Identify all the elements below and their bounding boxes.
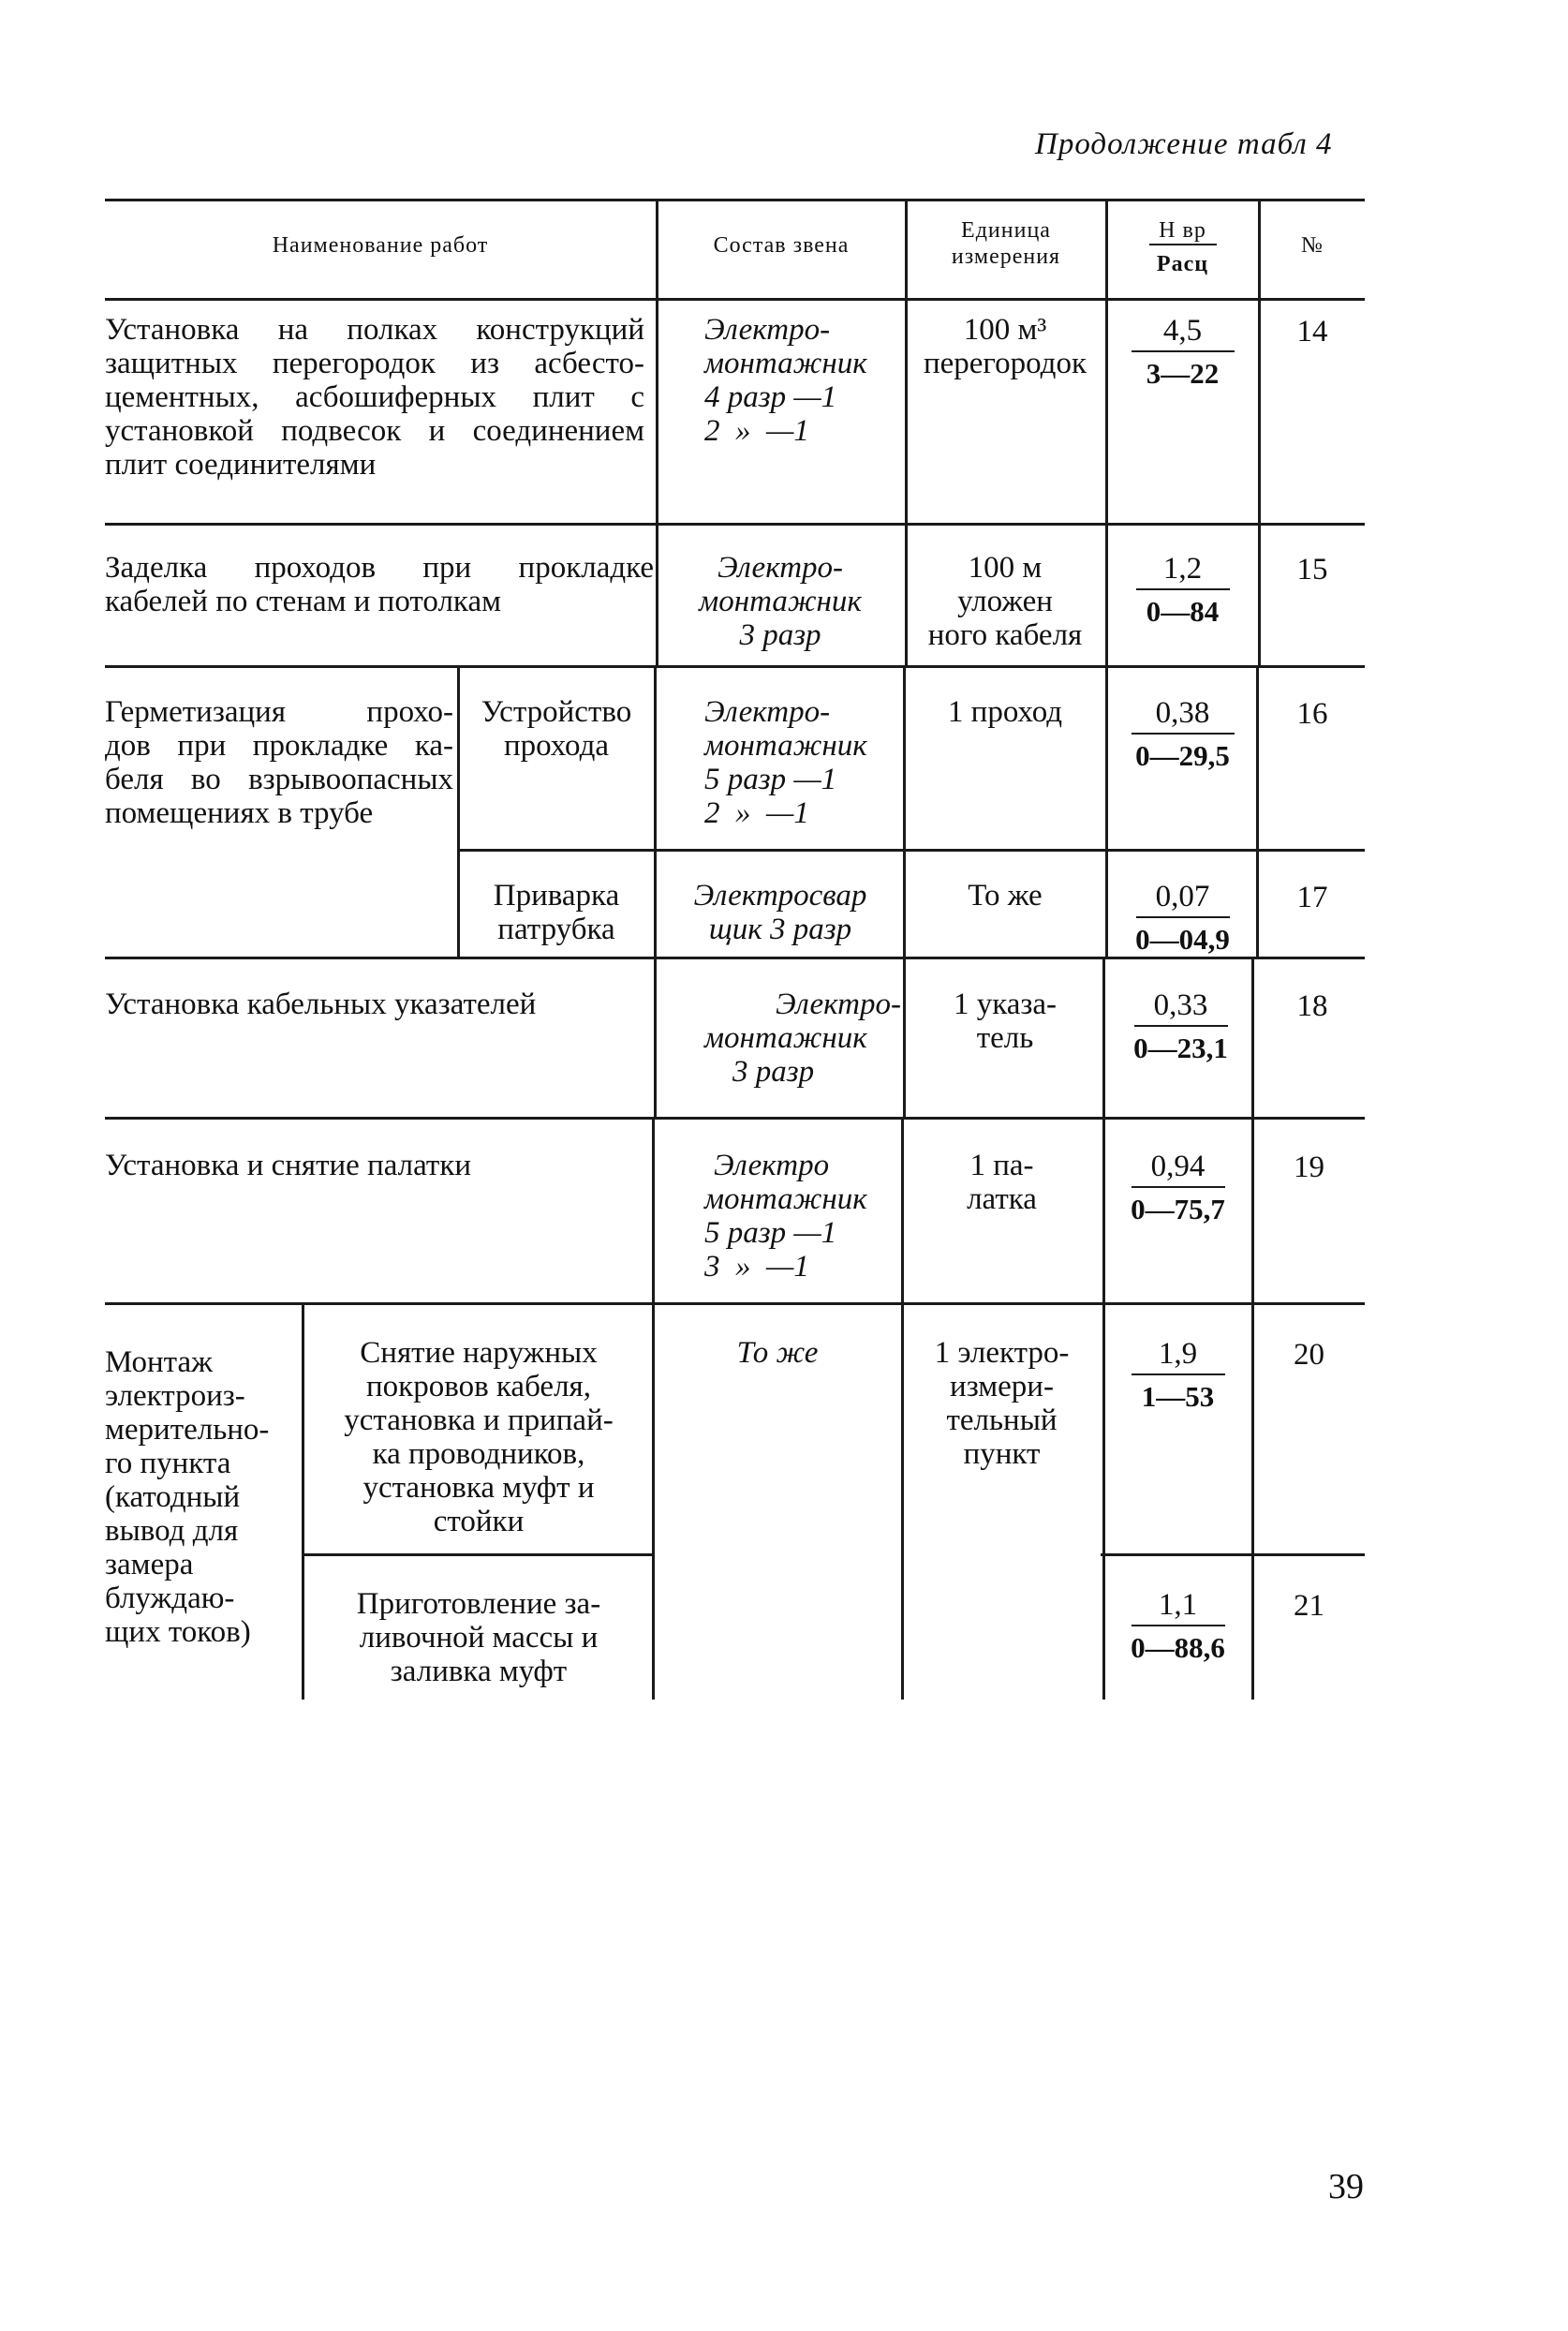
cell-text-line: патрубка — [497, 913, 615, 946]
row-17-subname — [459, 879, 654, 946]
row-16-unit — [905, 695, 1105, 729]
cell-text-line: Электро — [714, 1149, 830, 1182]
cell-text-line: плит соединителями — [105, 448, 377, 482]
cell-text-line: ка проводников, — [372, 1437, 585, 1471]
cell-text-line: 3 разр — [732, 1055, 815, 1089]
cell-text-line: Устройство — [481, 695, 632, 729]
row-19-unit — [901, 1149, 1102, 1216]
row-18-name: Установка кабельных указателей — [105, 987, 537, 1021]
norm-time: 0,33 — [1153, 988, 1208, 1022]
norm-time: 1,9 — [1158, 1337, 1198, 1371]
cell-text-line: 1 па- — [969, 1149, 1034, 1182]
row-21-norm — [1104, 1587, 1251, 1666]
cell-text-line: То же — [968, 879, 1043, 913]
cell-text-line: блуждаю- — [105, 1581, 235, 1615]
cell-text-line: покровов кабеля, — [366, 1370, 591, 1403]
row-19-norm — [1104, 1149, 1251, 1227]
row-19-number: 19 — [1294, 1151, 1324, 1184]
row-15-unit — [905, 551, 1105, 652]
cell-text-line: защитных перегородок из асбесто- — [105, 347, 644, 380]
col-rule — [652, 1117, 655, 1700]
row-18-unit — [905, 987, 1105, 1055]
cell-text-line: уложен — [957, 585, 1053, 618]
row-14-unit — [905, 313, 1105, 380]
col-rule — [1258, 199, 1261, 665]
row-20-unit — [901, 1336, 1102, 1471]
cell-text-line: электроиз- — [105, 1379, 245, 1413]
table-rule — [105, 1302, 1365, 1305]
fraction-bar — [1132, 1186, 1225, 1188]
cell-text-line: монтажник — [704, 1021, 867, 1055]
cell-text-line: ливочной массы и — [359, 1621, 599, 1655]
rate: 1—53 — [1141, 1380, 1215, 1413]
row-16-number: 16 — [1296, 697, 1328, 731]
cell-text-line: дов при прокладке ка- — [105, 729, 453, 763]
cell-text-line: 100 м — [968, 551, 1043, 585]
norm-time: 0,07 — [1155, 880, 1210, 913]
row-16-norm — [1107, 695, 1258, 774]
row-16-group-name — [105, 695, 453, 830]
fraction-bar — [1132, 1373, 1225, 1375]
cell-text-line: 5 разр —1 — [704, 1216, 837, 1250]
cell-text-line: беля во взрывоопасных — [105, 763, 453, 796]
cell-text-line: 2 » —1 — [704, 796, 809, 830]
norm-time: 1,1 — [1158, 1588, 1198, 1622]
cell-text-line: прохода — [503, 729, 610, 763]
row-15-crew — [656, 551, 905, 652]
header-number: № — [1301, 233, 1324, 258]
cell-text-line: Заделка проходов при прокладке — [105, 551, 654, 585]
header-norm — [1107, 217, 1258, 277]
row-20-number: 20 — [1294, 1338, 1324, 1372]
cell-text-line: цементных, асбошиферных плит с — [105, 380, 644, 414]
rate: 0—29,5 — [1135, 739, 1230, 772]
fraction-bar — [1132, 350, 1235, 352]
cell-text-line: щих токов) — [105, 1615, 251, 1649]
cell-text-line: вывод для — [105, 1514, 239, 1548]
page-number: 39 — [1328, 2167, 1364, 2206]
cell-text-line: 1 указа- — [953, 987, 1058, 1021]
table-rule — [105, 298, 1365, 301]
rate: 0—04,9 — [1135, 923, 1230, 956]
table-rule — [105, 1117, 1365, 1120]
row-17-norm — [1107, 879, 1258, 958]
cell-text-line: установка и припай- — [344, 1403, 614, 1437]
cell-text-line: 5 разр —1 — [704, 763, 837, 796]
cell-text-line: замера — [105, 1548, 194, 1581]
row-18-norm — [1105, 987, 1256, 1066]
row-15-name — [105, 551, 654, 618]
cell-text-line: перегородок — [923, 347, 1087, 380]
rate: 3—22 — [1146, 357, 1220, 390]
cell-text-line: кабелей по стенам и потолкам — [105, 585, 501, 618]
cell-text-line: 2 » —1 — [704, 414, 809, 448]
cell-text-line: (катодный — [105, 1480, 241, 1514]
fraction-bar — [1132, 1625, 1225, 1626]
cell-text-line: ного кабеля — [927, 618, 1083, 652]
cell-text-line: Электро- — [704, 313, 831, 347]
table-rule — [105, 523, 1365, 526]
row-18-crew — [704, 987, 901, 1089]
cell-text-line: монтажник — [699, 585, 862, 618]
cell-text-line: го пункта — [105, 1447, 231, 1480]
norm-time: 1,2 — [1162, 552, 1203, 586]
row-21-subname — [305, 1587, 652, 1688]
cell-text-line: тель — [976, 1021, 1034, 1055]
row-18-number: 18 — [1296, 989, 1328, 1023]
rate: 0—75,7 — [1131, 1193, 1225, 1225]
cell-text-line: Электросвар — [693, 879, 867, 913]
row-20-group-name — [105, 1345, 298, 1649]
cell-text-line: стойки — [433, 1505, 525, 1538]
cell-text-line: латка — [967, 1182, 1037, 1216]
row-16-crew — [704, 695, 901, 830]
cell-text-line: Электро- — [717, 551, 844, 585]
cell-text-line: 1 проход — [947, 695, 1063, 729]
table-rule — [105, 665, 1365, 668]
cell-text-line: Приварка — [493, 879, 620, 913]
row-20-norm — [1104, 1336, 1251, 1415]
row-20-crew — [654, 1336, 901, 1370]
rate: 0—23,1 — [1133, 1032, 1228, 1064]
rate: 0—88,6 — [1131, 1631, 1225, 1664]
cell-text-line: заливка муфт — [390, 1655, 568, 1688]
table-rule — [459, 849, 1365, 852]
row-17-number: 17 — [1296, 881, 1328, 914]
cell-text-line: Электро- — [704, 695, 831, 729]
row-20-subname — [305, 1336, 652, 1538]
header-norm-bottom: Расц — [1156, 252, 1209, 276]
cell-text-line: помещениях в трубе — [105, 796, 374, 830]
cell-text-line: Герметизация прохо- — [105, 695, 453, 729]
fraction-bar — [1136, 588, 1230, 590]
cell-text-line: измери- — [950, 1370, 1054, 1403]
cell-text-line: тельный — [946, 1403, 1058, 1437]
row-17-crew — [656, 879, 905, 946]
row-15-norm — [1107, 551, 1258, 630]
table-continuation-caption: Продолжение табл 4 — [1035, 127, 1333, 161]
table-rule — [105, 199, 1365, 201]
row-19-crew — [704, 1149, 901, 1284]
row-17-unit — [905, 879, 1105, 913]
row-19-name: Установка и снятие палатки — [105, 1149, 472, 1182]
fraction-bar — [1136, 916, 1230, 918]
cell-text-line: монтажник — [704, 1182, 867, 1216]
cell-text-line: 1 электро- — [934, 1336, 1070, 1370]
cell-text-line: То же — [736, 1336, 819, 1370]
header-name: Наименование работ — [272, 233, 489, 258]
row-14-number: 14 — [1296, 315, 1328, 349]
norm-time: 0,38 — [1155, 696, 1210, 730]
cell-text-line: Снятие наружных — [360, 1336, 598, 1370]
header-crew: Состав звена — [713, 233, 850, 258]
norm-time: 4,5 — [1162, 314, 1203, 348]
cell-text-line: 4 разр —1 — [704, 380, 837, 414]
cell-text-line: мерительно- — [105, 1413, 270, 1447]
cell-text-line: установкой подвесок и соединением — [105, 414, 644, 448]
header-unit-line1: Единица — [961, 218, 1051, 243]
table-rule — [303, 1553, 654, 1556]
fraction-bar — [1149, 244, 1217, 245]
cell-text-line: 3 разр — [739, 618, 821, 652]
cell-text-line: монтажник — [704, 347, 867, 380]
cell-text-line: Монтаж — [105, 1345, 213, 1379]
row-14-norm — [1107, 313, 1258, 392]
fraction-bar — [1134, 1025, 1228, 1027]
cell-text-line: 3 » —1 — [704, 1250, 809, 1284]
col-rule — [302, 1302, 304, 1700]
header-unit-line2: измерения — [951, 245, 1061, 269]
row-14-name — [105, 313, 644, 482]
cell-text-line: 100 м³ — [963, 313, 1047, 347]
table-rule — [1101, 1553, 1365, 1556]
cell-text-line: установка муфт и — [362, 1471, 595, 1505]
cell-text-line: щик 3 разр — [708, 913, 852, 946]
row-14-crew — [704, 313, 901, 448]
header-norm-top: Н вр — [1159, 218, 1206, 243]
row-16-subname — [459, 695, 654, 763]
fraction-bar — [1132, 733, 1235, 735]
cell-text-line: монтажник — [704, 729, 867, 763]
rate: 0—84 — [1146, 595, 1220, 628]
cell-text-line: Приготовление за- — [356, 1587, 601, 1621]
row-15-number: 15 — [1296, 553, 1328, 586]
cell-text-line: пункт — [963, 1437, 1041, 1471]
cell-text-line: Установка на полках конструкций — [105, 313, 644, 347]
norm-time: 0,94 — [1150, 1150, 1206, 1183]
cell-text-line: Электро- — [775, 987, 901, 1021]
row-21-number: 21 — [1294, 1589, 1324, 1623]
